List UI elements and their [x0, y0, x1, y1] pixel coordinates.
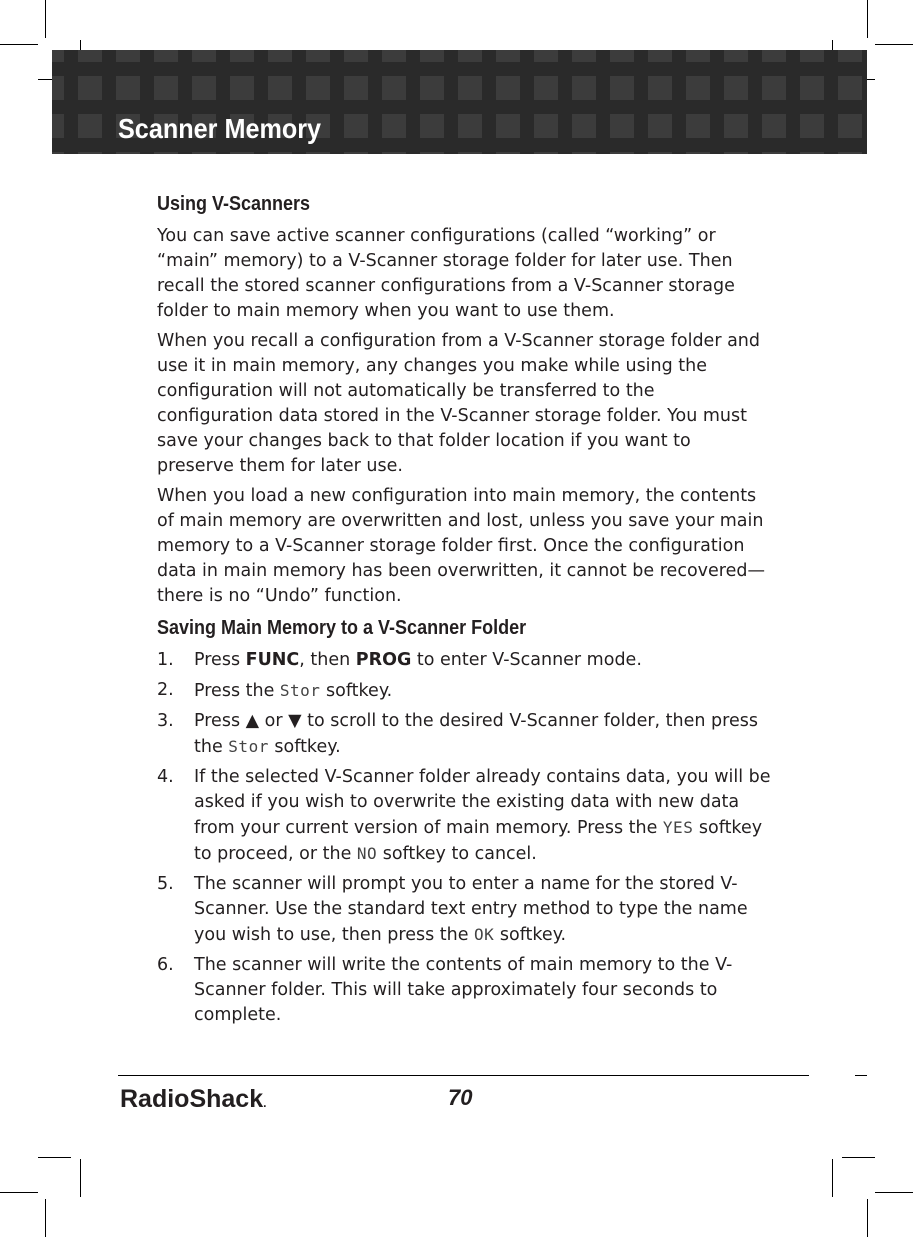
section-heading: Using V-Scanners	[157, 193, 311, 215]
paragraph: You can save active scanner configurations (called “working” or “main” memory) to a V-Scanner storage folder for later use. Then recall the stored scanner configurations from a V-Scanner storage folder to main memory when you want to use them.	[157, 226, 735, 321]
list-item: 1. Press FUNC, then PROG to enter V-Scanner mode.	[157, 648, 772, 673]
lcd-softkey-label: Stor	[279, 681, 321, 700]
crop-mark	[0, 44, 38, 45]
crop-mark	[842, 1157, 875, 1158]
steps-list	[157, 648, 772, 1028]
list-item: 4. If the selected V-Scanner folder already contains data, you will be asked if you wish to overwrite the existing data with new data from your current version of main memory. Press the YES softkey to proceed, or the NO softkey to cancel.	[157, 767, 771, 864]
page-content	[157, 190, 772, 1033]
step-number: 1.	[157, 650, 174, 670]
step-number: 2.	[157, 680, 174, 700]
section-heading: Saving Main Memory to a V-Scanner Folder	[157, 617, 527, 639]
crop-mark	[832, 1159, 833, 1197]
step-number: 4.	[157, 767, 174, 787]
key-func: FUNC	[245, 650, 300, 670]
step-number: 5.	[157, 874, 174, 894]
footer-rule	[118, 1075, 809, 1076]
list-item: 2. Press the Stor softkey.	[157, 680, 393, 701]
crop-mark	[867, 1199, 868, 1237]
crop-mark	[855, 1075, 867, 1076]
crop-mark	[45, 1199, 46, 1237]
crop-mark	[80, 1159, 81, 1197]
crop-mark	[875, 1192, 913, 1193]
list-item: 5. The scanner will prompt you to enter a name for the stored V-Scanner. Use the standard text entry method to type the name you wish to use, then press the OK softkey.	[157, 874, 748, 945]
key-prog: PROG	[355, 650, 412, 670]
paragraph: When you load a new configuration into main memory, the contents of main memory are overwritten and lost, unless you save your main memory to a V-Scanner storage folder first. Once the configuration data in main memory has been overwritten, it cannot be recovered—there is no “Undo” function.	[157, 486, 765, 606]
lcd-softkey-label: YES	[662, 818, 694, 837]
step-number: 6.	[157, 955, 174, 975]
crop-mark	[45, 0, 46, 38]
lcd-softkey-label: NO	[356, 844, 378, 863]
crop-mark	[38, 1157, 71, 1158]
lcd-softkey-label: Stor	[228, 737, 269, 756]
crop-mark	[867, 0, 868, 38]
list-item: 6. The scanner will write the contents of main memory to the V-Scanner folder. This will take approximately four seconds to complete.	[157, 955, 733, 1025]
page-number: 70	[448, 1085, 473, 1110]
crop-mark	[875, 44, 913, 45]
brand-logo: RadioShack.	[120, 1085, 267, 1113]
paragraph: When you recall a configuration from a V-Scanner storage folder and use it in main memory, any changes you make while using the configuration will not automatically be transferred to the configuration data stored in the V-Scanner storage folder. You must save your changes back to that folder location if you want to preserve them for later use.	[157, 331, 760, 476]
step-number: 3.	[157, 711, 174, 731]
page-title: Scanner Memory	[118, 113, 322, 144]
lcd-softkey-label: OK	[474, 925, 495, 944]
crop-mark	[0, 1192, 38, 1193]
list-item: 3. Press ▲ or ▼ to scroll to the desired V-Scanner folder, then press the Stor softkey.	[157, 711, 758, 757]
